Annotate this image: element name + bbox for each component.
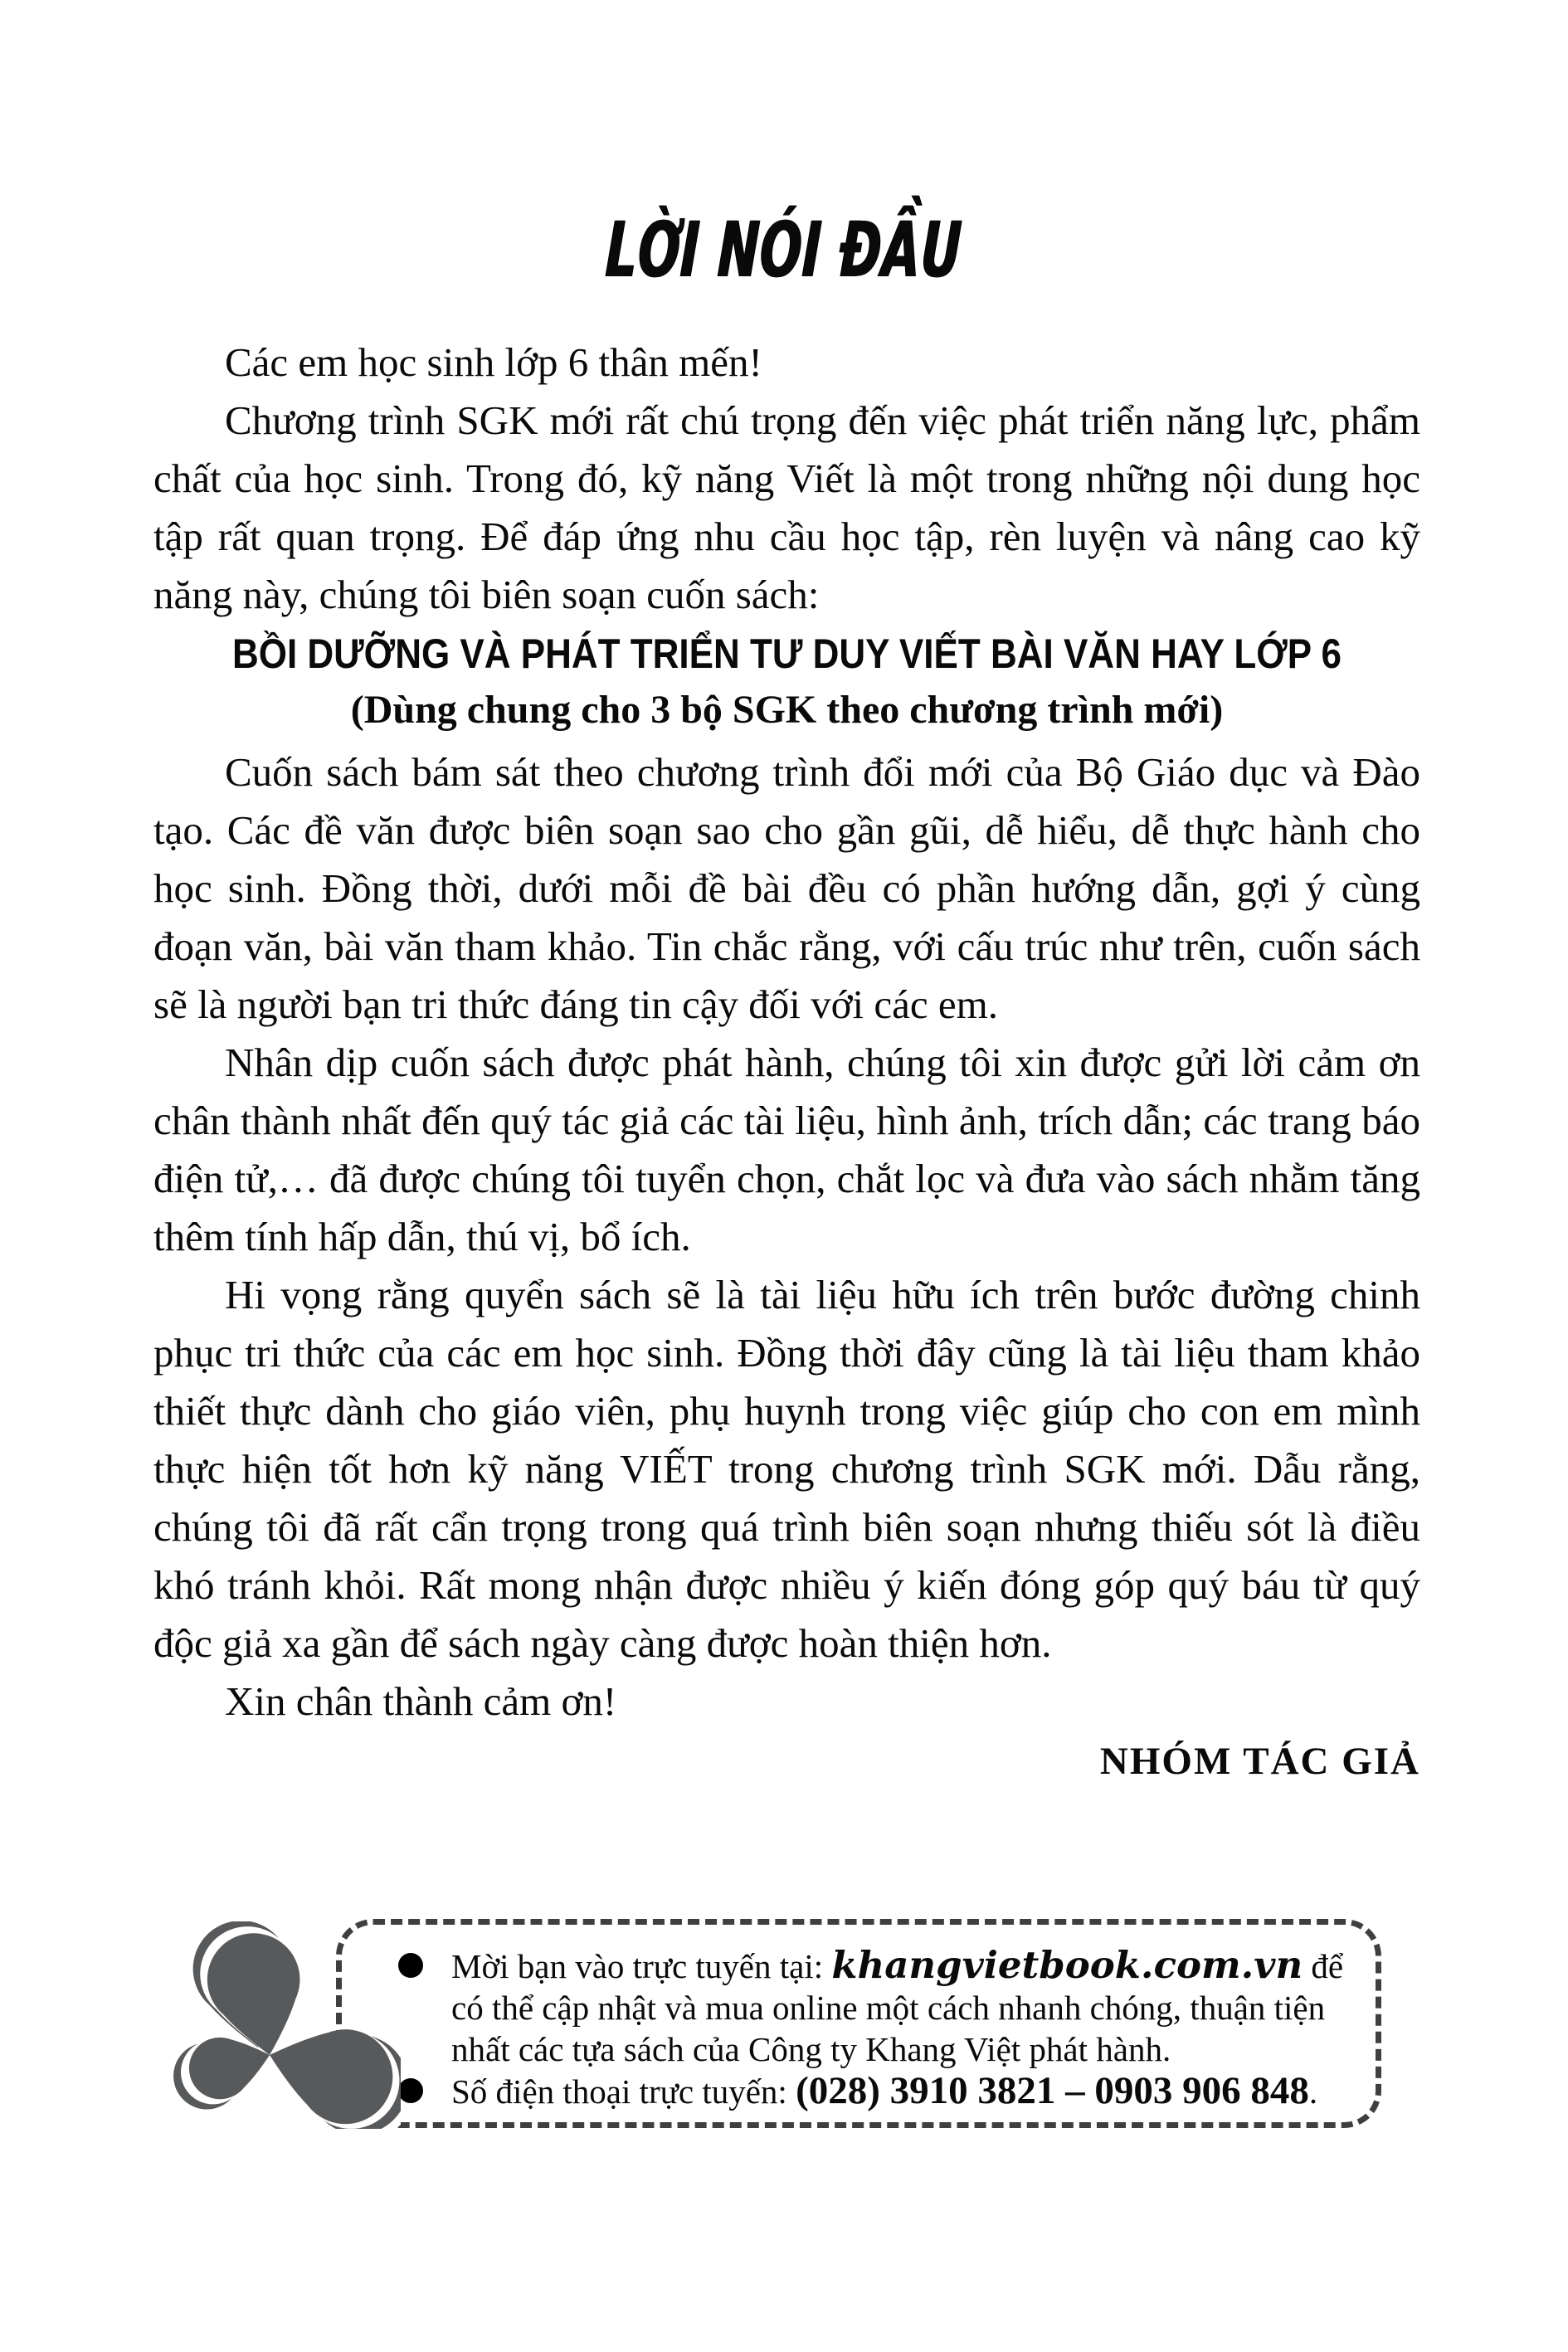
preface-body <box>153 334 1420 1790</box>
book-subtitle: (Dùng chung cho 3 bộ SGK theo chương trình mới) <box>350 688 1224 732</box>
phone-numbers: (028) 3910 3821 – 0903 906 848 <box>796 2069 1309 2112</box>
page-title: LỜI NÓI ĐẦU <box>604 206 964 295</box>
website-line-suffix: để có thể cập nhật và mua online một cách nhanh chóng, thuận tiện nhất các tựa sách của Công ty Khang Việt phát hành. <box>451 1947 1344 2068</box>
publisher-info-item-website <box>451 1945 1347 2070</box>
phone-line-suffix: . <box>1308 2072 1318 2111</box>
bullet-icon <box>398 1953 423 1978</box>
authors-signature: NHÓM TÁC GIẢ <box>1099 1740 1420 1783</box>
phone-line-prefix: Số điện thoại trực tuyến: <box>451 2072 796 2111</box>
preface-paragraph: Nhân dịp cuốn sách được phát hành, chúng tôi xin được gửi lời cảm ơn chân thành nhất đến quý tác giả các tài liệu, hình ảnh, trích dẫn; các trang báo điện tử,… đã được chúng tôi tuyển chọn, chắt lọc và đưa vào sách nhằm tăng thêm tính hấp dẫn, thú vị, bổ ích. <box>153 1040 1420 1259</box>
khangviet-clover-logo-icon <box>164 1921 401 2129</box>
publisher-info-item-phone <box>451 2070 1347 2112</box>
preface-paragraph: Các em học sinh lớp 6 thân mến! <box>225 339 762 385</box>
publisher-info-list <box>342 1925 1376 2112</box>
closing-line: Xin chân thành cảm ơn! <box>225 1678 617 1724</box>
phone-line <box>451 2070 1317 2112</box>
preface-paragraph: Hi vọng rằng quyển sách sẽ là tài liệu hữu ích trên bước đường chinh phục tri thức của các em học sinh. Đồng thời đây cũng là tài liệu tham khảo thiết thực dành cho giáo viên, phụ huynh trong việc giúp cho con em mình thực hiện tốt hơn kỹ năng VIẾT trong chương trình SGK mới. Dẫu rằng, chúng tôi đã rất cẩn trọng trong quá trình biên soạn nhưng thiếu sót là điều khó tránh khỏi. Rất mong nhận được nhiều ý kiến đóng góp quý báu từ quý độc giả xa gần để sách ngày càng được hoàn thiện hơn. <box>153 1272 1420 1666</box>
book-title: BỒI DƯỠNG VÀ PHÁT TRIỂN TƯ DUY VIẾT BÀI VĂN HAY LỚP 6 <box>231 631 1342 677</box>
preface-paragraph: Cuốn sách bám sát theo chương trình đổi mới của Bộ Giáo dục và Đào tạo. Các đề văn được biên soạn sao cho gần gũi, dễ hiểu, dễ thực hành cho học sinh. Đồng thời, dưới mỗi đề bài đều có phần hướng dẫn, gợi ý cùng đoạn văn, bài văn tham khảo. Tin chắc rằng, với cấu trúc như trên, cuốn sách sẽ là người bạn tri thức đáng tin cậy đối với các em. <box>153 749 1420 1027</box>
website-url: khangvietbook.com.vn <box>831 1943 1303 1987</box>
preface-paragraph: Chương trình SGK mới rất chú trọng đến việc phát triển năng lực, phẩm chất của học sinh. Trong đó, kỹ năng Viết là một trong những nội dung học tập rất quan trọng. Để đáp ứng nhu cầu học tập, rèn luyện và nâng cao kỹ năng này, chúng tôi biên soạn cuốn sách: <box>153 397 1420 617</box>
publisher-info-box <box>336 1919 1381 2128</box>
website-line-prefix: Mời bạn vào trực tuyến tại: <box>451 1947 832 1985</box>
website-line <box>451 1945 1347 2070</box>
title-area <box>0 206 1568 295</box>
bullet-icon <box>398 2078 423 2103</box>
